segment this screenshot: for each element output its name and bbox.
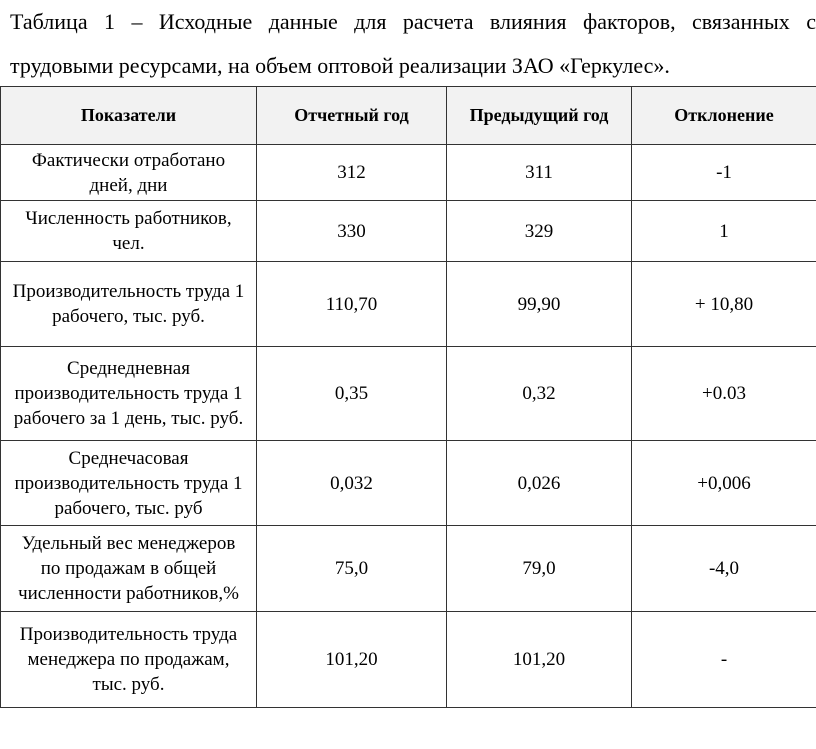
header-current-year: Отчетный год <box>257 87 447 145</box>
previous-year-cell: 329 <box>447 201 632 262</box>
header-deviation: Отклонение <box>632 87 816 145</box>
caption-word: расчета <box>402 9 474 34</box>
caption-word: влияния <box>489 9 567 34</box>
previous-year-cell: 311 <box>447 145 632 201</box>
deviation-cell: 1 <box>632 201 816 262</box>
table-row <box>1 526 816 612</box>
previous-year-cell: 0,32 <box>447 347 632 441</box>
current-year-cell: 101,20 <box>257 612 447 708</box>
previous-year-cell: 0,026 <box>447 441 632 526</box>
caption-word: Таблица <box>10 9 88 34</box>
caption-word: связанных <box>692 9 790 34</box>
current-year-cell: 312 <box>257 145 447 201</box>
table-caption <box>10 0 816 88</box>
indicator-cell: Фактически отработано дней, дни <box>1 145 257 201</box>
indicator-cell: Среднедневная производительность труда 1 рабочего за 1 день, тыс. руб. <box>1 347 257 441</box>
indicator-cell: Численность работников, чел. <box>1 201 257 262</box>
indicator-cell: Производительность труда менеджера по продажам, тыс. руб. <box>1 612 257 708</box>
deviation-cell: + 10,80 <box>632 262 816 347</box>
deviation-cell: +0.03 <box>632 347 816 441</box>
table-row <box>1 347 816 441</box>
current-year-cell: 110,70 <box>257 262 447 347</box>
factors-table <box>0 86 816 708</box>
caption-line-1 <box>10 0 816 44</box>
caption-word: – <box>131 9 143 34</box>
table-row <box>1 262 816 347</box>
indicator-cell: Среднечасовая производительность труда 1 рабочего, тыс. руб <box>1 441 257 526</box>
table-row <box>1 201 816 262</box>
deviation-cell: -4,0 <box>632 526 816 612</box>
deviation-cell: +0,006 <box>632 441 816 526</box>
previous-year-cell: 99,90 <box>447 262 632 347</box>
caption-word: для <box>354 9 387 34</box>
caption-word: 1 <box>104 9 116 34</box>
caption-line-2: трудовыми ресурсами, на объем оптовой реализации ЗАО «Геркулес». <box>10 53 670 78</box>
caption-word: факторов, <box>582 9 676 34</box>
current-year-cell: 0,35 <box>257 347 447 441</box>
table-row <box>1 441 816 526</box>
header-indicators: Показатели <box>1 87 257 145</box>
deviation-cell: - <box>632 612 816 708</box>
caption-word: Исходные <box>158 9 253 34</box>
previous-year-cell: 79,0 <box>447 526 632 612</box>
current-year-cell: 330 <box>257 201 447 262</box>
caption-word: с <box>806 9 816 34</box>
indicator-cell: Удельный вес менеджеров по продажам в общей численности работников,% <box>1 526 257 612</box>
table-header-row <box>1 87 816 145</box>
indicator-cell: Производительность труда 1 рабочего, тыс. руб. <box>1 262 257 347</box>
header-previous-year: Предыдущий год <box>447 87 632 145</box>
table-row <box>1 612 816 708</box>
current-year-cell: 0,032 <box>257 441 447 526</box>
previous-year-cell: 101,20 <box>447 612 632 708</box>
deviation-cell: -1 <box>632 145 816 201</box>
table-row <box>1 145 816 201</box>
caption-word: данные <box>268 9 338 34</box>
current-year-cell: 75,0 <box>257 526 447 612</box>
